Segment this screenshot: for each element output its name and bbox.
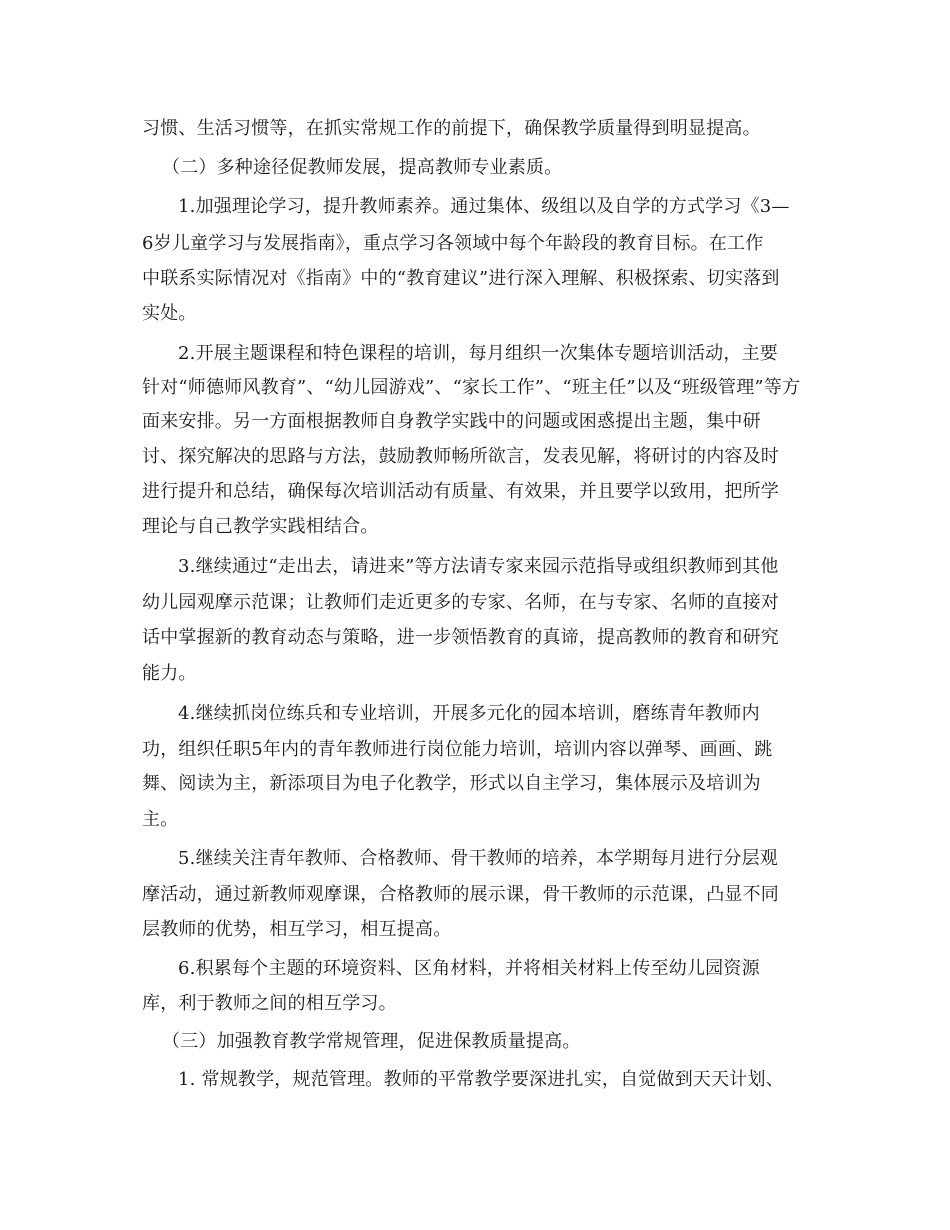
section-heading: （二）多种途径促教师发展，提高教师专业素质。 bbox=[162, 157, 563, 178]
text-line: 6.积累每个主题的环境资料、区角材料，并将相关材料上传至幼儿园资源 bbox=[178, 958, 760, 979]
text-line: 能力。 bbox=[142, 663, 197, 684]
text-line: 层教师的优势，相互学习，相互提高。 bbox=[142, 919, 452, 940]
text-line: 1.加强理论学习，提升教师素养。通过集体、级组以及自学的方式学习《3— bbox=[178, 196, 790, 217]
text-line: 库，利于教师之间的相互学习。 bbox=[142, 993, 397, 1014]
text-line: 4.继续抓岗位练兵和专业培训，开展多元化的园本培训，磨练青年教师内 bbox=[178, 703, 760, 724]
text-line: 6岁儿童学习与发展指南》，重点学习各领域中每个年龄段的教育目标。在工作 bbox=[142, 233, 764, 254]
text-line: 实处。 bbox=[142, 303, 197, 324]
text-line: 5.继续关注青年教师、合格教师、骨干教师的培养，本学期每月进行分层观 bbox=[178, 848, 778, 869]
text-line: 摩活动，通过新教师观摩课，合格教师的展示课，骨干教师的示范课，凸显不同 bbox=[142, 884, 779, 905]
text-line: 1. 常规教学，规范管理。教师的平常教学要深进扎实，自觉做到天天计划、 bbox=[178, 1069, 784, 1090]
text-line: 中联系实际情况对《指南》中的“教育建议”进行深入理解、积极探索、切实落到 bbox=[142, 268, 780, 289]
text-line: 幼儿园观摩示范课；让教师们走近更多的专家、名师，在与专家、名师的直接对 bbox=[142, 592, 779, 613]
text-line: 舞、阅读为主，新添项目为电子化教学，形式以自主学习，集体展示及培训为 bbox=[142, 773, 761, 794]
text-line: 2.开展主题课程和特色课程的培训，每月组织一次集体专题培训活动，主要 bbox=[178, 343, 778, 364]
text-line: 3.继续通过“走出去，请进来”等方法请专家来园示范指导或组织教师到其他 bbox=[178, 556, 779, 577]
text-line: 主。 bbox=[142, 809, 179, 830]
text-line: 针对“师德师风教育”、“幼儿园游戏”、“家长工作”、“班主任”以及“班级管理”等方 bbox=[142, 377, 801, 398]
text-line: 功，组织任职5年内的青年教师进行岗位能力培训，培训内容以弹琴、画画、跳 bbox=[142, 739, 773, 760]
text-line: 话中掌握新的教育动态与策略，进一步领悟教育的真谛，提高教师的教育和研究 bbox=[142, 627, 779, 648]
text-line: 习惯、生活习惯等，在抓实常规工作的前提下，确保教学质量得到明显提高。 bbox=[142, 118, 761, 139]
text-line: 理论与自己教学实践相结合。 bbox=[142, 516, 379, 537]
section-heading: （三）加强教育教学常规管理，促进保教质量提高。 bbox=[162, 1031, 581, 1052]
text-line: 进行提升和总结，确保每次培训活动有质量、有效果，并且要学以致用，把所学 bbox=[142, 481, 779, 502]
text-line: 讨、探究解决的思路与方法，鼓励教师畅所欲言，发表见解，将研讨的内容及时 bbox=[142, 446, 779, 467]
text-line: 面来安排。另一方面根据教师自身教学实践中的问题或困惑提出主题，集中研 bbox=[142, 411, 761, 432]
